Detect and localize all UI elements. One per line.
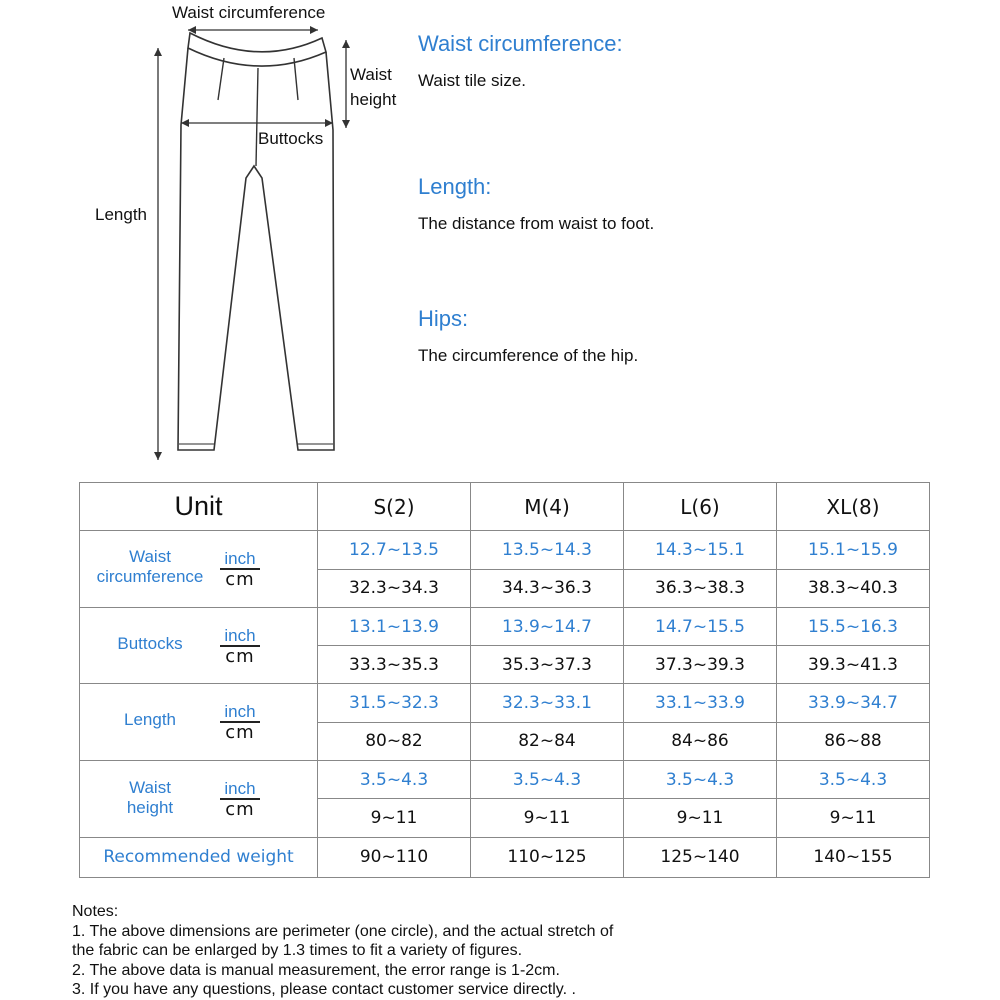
table-row-recommended-weight <box>80 837 930 877</box>
table-cell: 3.5~4.3 <box>777 761 930 799</box>
notes-section <box>72 902 972 1000</box>
cm-unit-label: cm <box>225 645 255 667</box>
notes-title: Notes: <box>72 903 119 920</box>
description-heading: Hips: <box>418 306 469 331</box>
table-cell: 84~86 <box>624 722 777 760</box>
table-cell: 125~140 <box>624 837 777 877</box>
table-cell: 9~11 <box>318 799 471 837</box>
unit-fraction <box>220 550 260 590</box>
row-label-line: height <box>126 798 174 818</box>
buttocks-label: Buttocks <box>258 129 324 148</box>
pants-outline-illustration <box>0 0 400 470</box>
row-label-recommended-weight: Recommended weight <box>80 837 318 877</box>
table-cell: 32.3~33.1 <box>471 684 624 722</box>
unit-fraction <box>220 780 260 820</box>
table-cell: 90~110 <box>318 837 471 877</box>
inch-unit-label: inch <box>220 703 260 723</box>
row-label-waist-height <box>80 761 318 838</box>
description-heading: Length: <box>418 174 492 199</box>
table-row-waist-height-inch <box>80 761 930 799</box>
inch-unit-label: inch <box>220 780 260 800</box>
row-label-line: Waist <box>129 778 171 798</box>
table-cell: 9~11 <box>624 799 777 837</box>
table-cell: 13.1~13.9 <box>318 607 471 645</box>
table-cell: 33.3~35.3 <box>318 646 471 684</box>
row-label-length <box>80 684 318 761</box>
row-label-buttocks <box>80 607 318 684</box>
cm-unit-label: cm <box>225 722 255 744</box>
unit-fraction <box>220 627 260 667</box>
notes-line: the fabric can be enlarged by 1.3 times to fit a variety of figures. <box>72 942 523 959</box>
table-cell: 140~155 <box>777 837 930 877</box>
table-cell: 12.7~13.5 <box>318 531 471 569</box>
table-cell: 32.3~34.3 <box>318 569 471 607</box>
inch-unit-label: inch <box>220 550 260 570</box>
length-description <box>418 174 654 234</box>
table-cell: 9~11 <box>777 799 930 837</box>
table-cell: 13.5~14.3 <box>471 531 624 569</box>
table-cell: 15.5~16.3 <box>777 607 930 645</box>
size-header-l: L(6) <box>624 483 777 531</box>
table-cell: 38.3~40.3 <box>777 569 930 607</box>
hips-description <box>418 306 638 366</box>
description-text: The distance from waist to foot. <box>418 214 655 233</box>
table-row-length-inch <box>80 684 930 722</box>
size-header-s: S(2) <box>318 483 471 531</box>
description-heading: Waist circumference: <box>418 31 623 56</box>
table-cell: 39.3~41.3 <box>777 646 930 684</box>
waist-height-label-line1: Waist <box>350 65 392 84</box>
table-cell: 3.5~4.3 <box>471 761 624 799</box>
unit-header: Unit <box>80 483 318 531</box>
waist-circumference-description <box>418 31 623 91</box>
table-cell: 33.1~33.9 <box>624 684 777 722</box>
row-label-waist-circumference <box>80 531 318 608</box>
table-cell: 37.3~39.3 <box>624 646 777 684</box>
notes-line: 3. If you have any questions, please contact customer service directly. . <box>72 981 576 998</box>
table-row-buttocks-inch <box>80 607 930 645</box>
notes-line: 2. The above data is manual measurement, the error range is 1-2cm. <box>72 961 560 979</box>
unit-fraction <box>220 703 260 743</box>
table-cell: 86~88 <box>777 722 930 760</box>
pants-diagram <box>0 0 400 470</box>
size-header-m: M(4) <box>471 483 624 531</box>
table-cell: 9~11 <box>471 799 624 837</box>
waist-height-label-line2: height <box>350 90 397 109</box>
table-cell: 34.3~36.3 <box>471 569 624 607</box>
row-label-line: Waist <box>129 547 171 567</box>
cm-unit-label: cm <box>225 569 255 591</box>
size-chart-table <box>79 482 930 878</box>
table-cell: 33.9~34.7 <box>777 684 930 722</box>
table-cell: 31.5~32.3 <box>318 684 471 722</box>
table-cell: 15.1~15.9 <box>777 531 930 569</box>
table-cell: 13.9~14.7 <box>471 607 624 645</box>
table-cell: 36.3~38.3 <box>624 569 777 607</box>
length-label: Length <box>95 205 147 224</box>
table-cell: 35.3~37.3 <box>471 646 624 684</box>
table-cell: 3.5~4.3 <box>624 761 777 799</box>
waist-circumference-label: Waist circumference <box>172 3 326 22</box>
description-text: The circumference of the hip. <box>418 346 639 365</box>
table-row-waist-inch <box>80 531 930 569</box>
row-label-line: Length <box>124 710 176 730</box>
table-cell: 3.5~4.3 <box>318 761 471 799</box>
row-label-line: circumference <box>96 567 204 587</box>
notes-line: 1. The above dimensions are perimeter (one circle), and the actual stretch of <box>72 922 614 940</box>
description-text: Waist tile size. <box>418 71 527 90</box>
table-cell: 80~82 <box>318 722 471 760</box>
table-cell: 82~84 <box>471 722 624 760</box>
size-header-xl: XL(8) <box>777 483 930 531</box>
table-cell: 14.3~15.1 <box>624 531 777 569</box>
table-header-row <box>80 483 930 531</box>
row-label-line: Buttocks <box>117 633 183 653</box>
cm-unit-label: cm <box>225 799 255 821</box>
inch-unit-label: inch <box>220 627 260 647</box>
table-cell: 14.7~15.5 <box>624 607 777 645</box>
table-cell: 110~125 <box>471 837 624 877</box>
